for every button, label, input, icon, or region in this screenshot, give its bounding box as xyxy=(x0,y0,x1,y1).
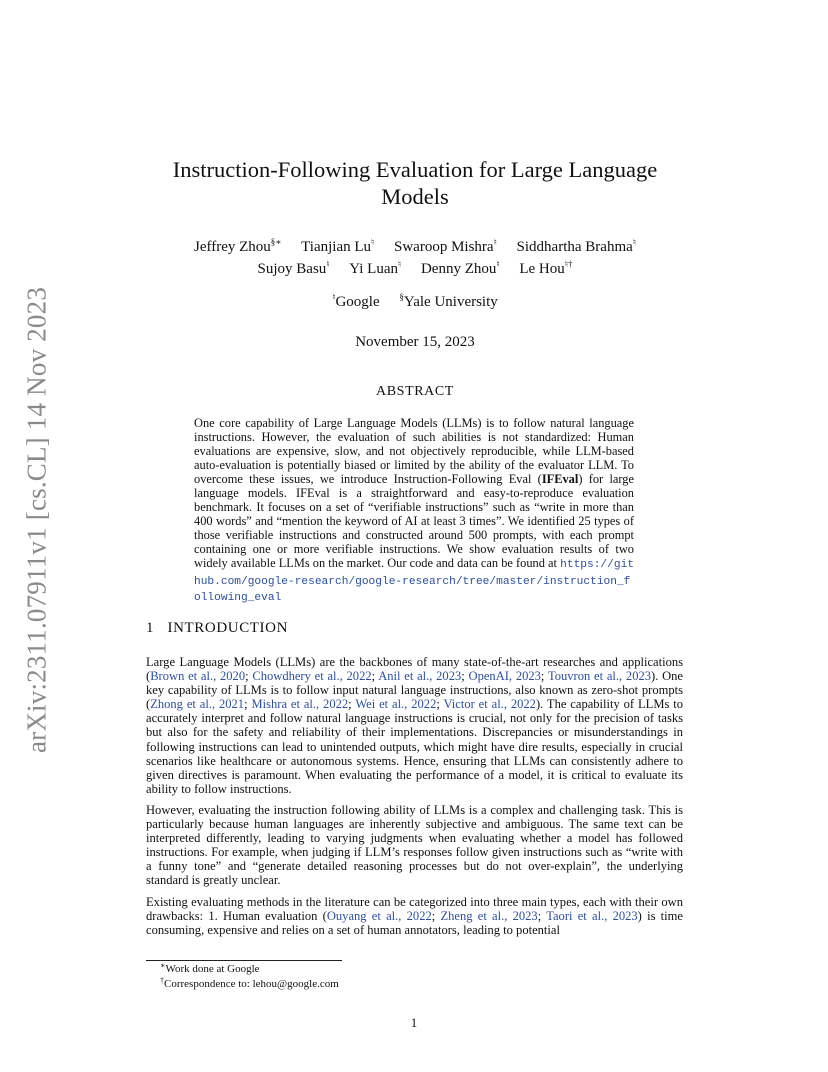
citation-link[interactable]: Mishra et al., 2022 xyxy=(251,697,349,712)
abstract-heading: ABSTRACT xyxy=(376,384,454,399)
author: Denny Zhou♮ xyxy=(420,259,500,277)
author: Tianjian Lu♮ xyxy=(301,237,375,255)
paragraph-text: ; xyxy=(537,908,547,923)
arxiv-identifier xyxy=(22,280,52,760)
publication-date: November 15, 2023 xyxy=(355,334,475,350)
paragraph-text: ; xyxy=(461,669,469,684)
section-title: INTRODUCTION xyxy=(167,620,289,636)
citation-link[interactable]: Touvron et al., 2023 xyxy=(547,669,652,684)
paragraph-text: ). The capability of LLMs to accurately interpret and follow natural language instructions is crucial, not only for the precision of tasks but also for the safety and reliability of their implementations. Discrepancies or misunderstandings in following instructions can lead to unintended outputs, which might have dire results, especially in crucial scenarios like healthcare or autonomous systems. Hence, ensuring that LLMs can consistently adhere to given directives is paramount. When evaluating the performance of a model, it is critical to evaluate its ability to follow instructions. xyxy=(146,697,684,796)
citation-link[interactable]: Anil et al., 2023 xyxy=(378,669,462,684)
paper-title: Instruction-Following Evaluation for Large Language Models xyxy=(172,157,658,209)
author: Siddhartha Brahma♮ xyxy=(516,237,636,255)
paragraph-text: ; xyxy=(245,669,253,684)
ifeval-bold: IFEval xyxy=(541,472,579,487)
section-number: 1 xyxy=(146,620,154,636)
footnotes xyxy=(160,962,339,991)
body-text xyxy=(146,655,683,944)
citation-link[interactable]: Brown et al., 2020 xyxy=(150,669,246,684)
citation-link[interactable]: Taori et al., 2023 xyxy=(546,908,638,923)
paragraph-text: Existing evaluating methods in the literature can be categorized into three main types, each with their own drawbacks: 1. Human evaluation ( xyxy=(146,894,683,923)
section-heading xyxy=(146,620,288,637)
citation-link[interactable]: Zhong et al., 2021 xyxy=(150,697,245,712)
citation-link[interactable]: Wei et al., 2022 xyxy=(355,697,437,712)
paragraph-text: Large Language Models (LLMs) are the backbones of many state-of-the-art researches and applications ( xyxy=(146,655,683,684)
affiliation: §Yale University xyxy=(399,292,498,310)
footnote: †Correspondence to: lehou@google.com xyxy=(160,975,339,990)
paragraph-text: ). One key capability of LLMs is to follow input natural language instructions, also known as zero-shot prompts ( xyxy=(146,669,683,712)
paragraph-text: ; xyxy=(431,908,441,923)
footnote-rule xyxy=(146,960,342,961)
affiliation: ♮Google xyxy=(332,292,380,310)
footnote: ∗Work done at Google xyxy=(160,961,260,975)
paragraph-3 xyxy=(146,895,683,937)
author: Jeffrey Zhou§∗ xyxy=(194,237,282,255)
author: Yi Luan♮ xyxy=(349,259,402,277)
author-row-1 xyxy=(140,236,690,258)
paragraph-text: ; xyxy=(244,697,252,712)
paragraph-text: ; xyxy=(436,697,444,712)
paragraph-text: ) is time consuming, expensive and relies on a set of human annotators, leading to potential xyxy=(146,908,683,937)
paragraph-text: ; xyxy=(371,669,379,684)
citation-link[interactable]: OpenAI, 2023 xyxy=(468,669,541,684)
arxiv-identifier-text: arXiv:2311.07911v1 [cs.CL] 14 Nov 2023 xyxy=(21,286,52,754)
paragraph-text: However, evaluating the instruction following ability of LLMs is a complex and challenging task. This is particularly because human languages are inherently subjective and ambiguous. The same text can be interpreted differently, leading to varying judgments when evaluating whether a model has followed instructions. For example, when judging if LLM’s responses follow given instructions such as “write with a funny tone” and “generate detailed reasoning processes but do not over-explain”, the underlying standard is greatly unclear. xyxy=(146,802,683,888)
paragraph-1 xyxy=(146,655,683,796)
author-row-2 xyxy=(140,258,690,280)
abstract-body: One core capability of Large Language Models (LLMs) is to follow natural language instructions. However, the evaluation of such abilities is not standardized: Human evaluations are expensive, slow, and not objectively reproducible, while LLM-based auto-evaluation is potentially biased or limited by the ability of the evaluator LLM. To overcome these issues, we introduce Instruction-Following Eval (IFEval) for large language models. IFEval is a straightforward and easy-to-reproduce evaluation benchmark. It focuses on a set of “verifiable instructions” such as “write in more than 400 words” and “mention the keyword of AI at least 3 times”. We identified 25 types of those verifiable instructions and constructed around 500 prompts, with each prompt containing one or more verifiable instructions. We show evaluation results of two widely available LLMs on the market. Our code and data can be found at https://github.com/google-research/google-research/tree/master/instruction_following_eval xyxy=(194,416,634,604)
code-url-link[interactable]: https://github.com/google-research/google-research/tree/master/instruction_following_eval xyxy=(194,559,634,604)
citation-link[interactable]: Chowdhery et al., 2022 xyxy=(252,669,372,684)
author: Sujoy Basu♮ xyxy=(257,259,330,277)
author: Le Hou♮† xyxy=(519,259,573,277)
citation-link[interactable]: Ouyang et al., 2022 xyxy=(326,908,432,923)
citation-link[interactable]: Victor et al., 2022 xyxy=(443,697,536,712)
author: Swaroop Mishra♮ xyxy=(394,237,497,255)
paragraph-text: ; xyxy=(348,697,356,712)
page-number: 1 xyxy=(410,1015,418,1030)
author-list xyxy=(140,236,690,280)
paragraph-2 xyxy=(146,803,683,888)
paragraph-text: ; xyxy=(540,669,548,684)
citation-link[interactable]: Zheng et al., 2023 xyxy=(440,908,538,923)
affiliations xyxy=(140,294,690,311)
